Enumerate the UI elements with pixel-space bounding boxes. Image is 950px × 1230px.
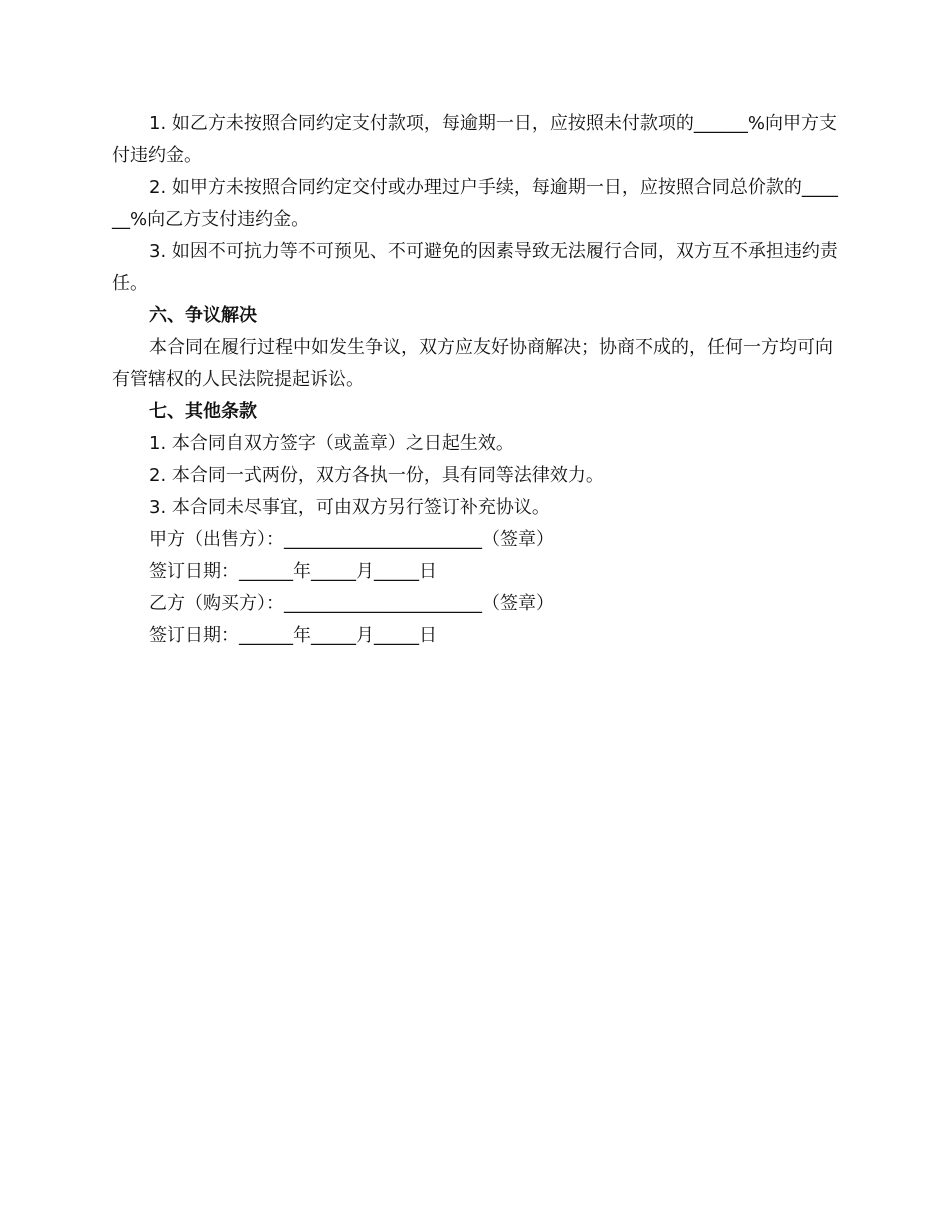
other-clause-3: 3. 本合同未尽事宜，可由双方另行签订补充协议。 xyxy=(149,497,550,518)
other-clause-2: 2. 本合同一式两份，双方各执一份，具有同等法律效力。 xyxy=(149,465,604,486)
section-heading-other-terms: 七、其他条款 xyxy=(149,401,257,422)
document-body xyxy=(112,108,840,652)
dispute-resolution-text: 本合同在履行过程中如发生争议，双方应友好协商解决；协商不成的，任何一方均可向有管辖权的人民法院提起诉讼。 xyxy=(112,337,833,390)
signature-party-b: 乙方（购买方）：______________________（签章） xyxy=(149,593,554,614)
signature-party-a: 甲方（出售方）：______________________（签章） xyxy=(149,529,554,550)
breach-clause-1: 1. 如乙方未按照合同约定支付款项，每逾期一日，应按照未付款项的______%向甲方支付违约金。 xyxy=(112,113,837,166)
breach-clause-2: 2. 如甲方未按照合同约定交付或办理过户手续，每逾期一日，应按照合同总价款的______%向乙方支付违约金。 xyxy=(112,177,838,230)
breach-clause-3: 3. 如因不可抗力等不可预见、不可避免的因素导致无法履行合同，双方互不承担违约责任。 xyxy=(112,241,838,294)
signing-date-party-b: 签订日期：______年_____月_____日 xyxy=(149,625,437,646)
section-heading-dispute: 六、争议解决 xyxy=(149,305,257,326)
other-clause-1: 1. 本合同自双方签字（或盖章）之日起生效。 xyxy=(149,433,514,454)
signing-date-party-a: 签订日期：______年_____月_____日 xyxy=(149,561,437,582)
